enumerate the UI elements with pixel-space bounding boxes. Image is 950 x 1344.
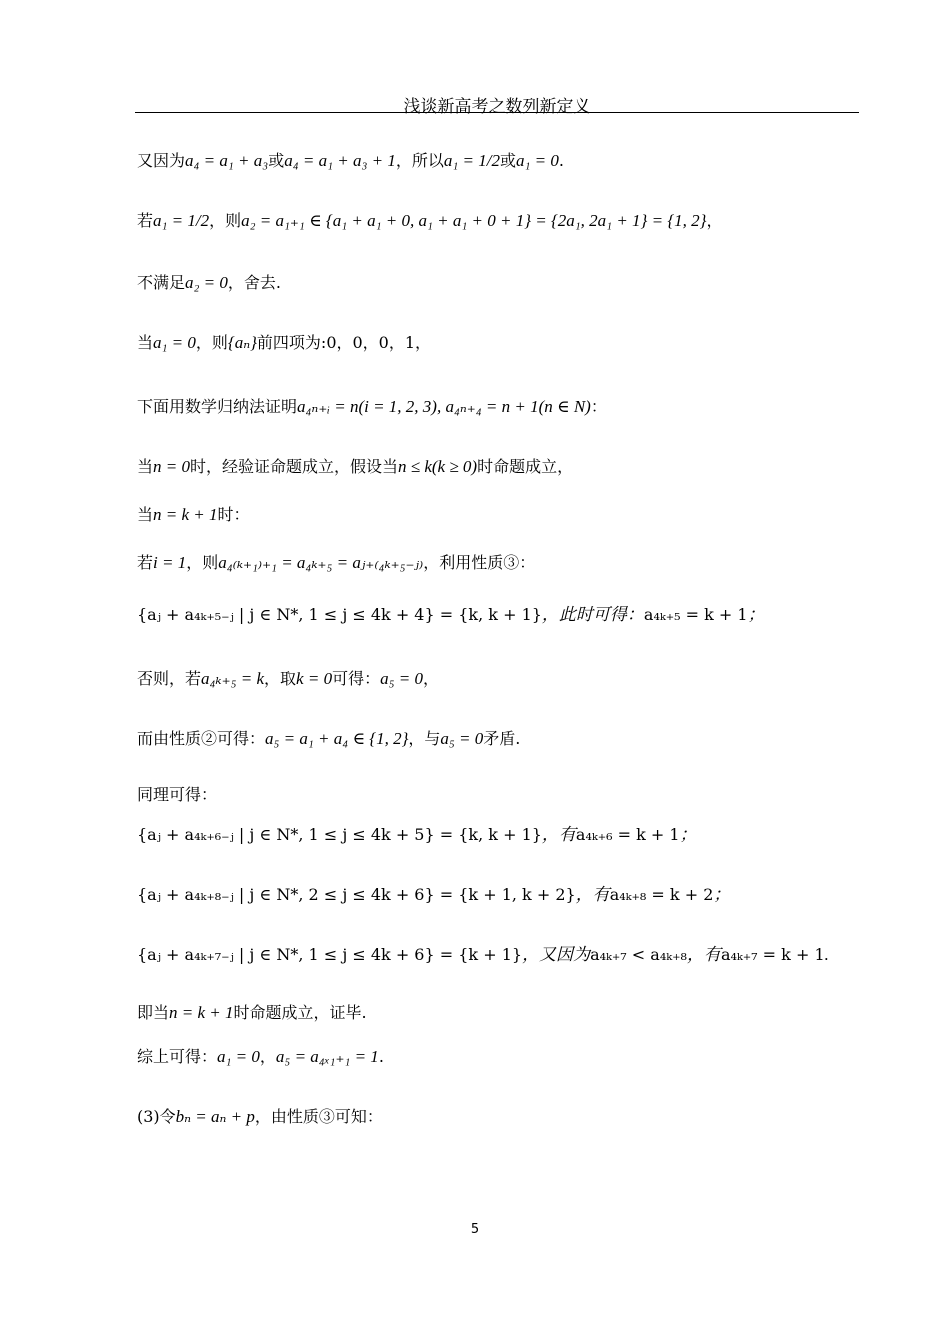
text-segment: 同理可得： — [137, 785, 218, 804]
text-segment: 又因为 — [137, 151, 186, 170]
text-segment: 即当 — [137, 1003, 170, 1022]
math-expression: a₅ = a₁ + a₄ ∈ {1, 2} — [265, 729, 409, 748]
page-header — [135, 90, 859, 117]
text-segment: 时，经验证命题成立，假设当 — [190, 457, 399, 476]
text-segment: 当 — [137, 505, 154, 524]
text-segment: a₄ₖ₊₈ = k + 2 — [609, 885, 714, 904]
text-segment: 下面用数学归纳法证明 — [137, 397, 298, 416]
math-expression: bₙ = aₙ + p — [175, 1107, 255, 1126]
math-expression: a₄ₙ₊ᵢ = n(i = 1, 2, 3), a₄ₙ₊₄ = n + 1(n ∈ N) — [297, 397, 591, 416]
math-expression: a₁ = 0 — [153, 333, 196, 352]
page-number: 5 — [470, 1222, 480, 1237]
math-expression: a₅ = 0 — [440, 729, 484, 748]
text-segment: 综上可得： — [137, 1047, 218, 1066]
math-expression: a₅ = a₄ₓ₁₊₁ = 1 — [275, 1047, 379, 1066]
text-segment: 而由性质②可得： — [137, 729, 266, 748]
text-segment: a₄ₖ₊₆ = k + 1 — [575, 825, 680, 844]
math-expression: a₄₍ₖ₊₁₎₊₁ = a₄ₖ₊₅ = aⱼ₊₍₄ₖ₊₅₋ⱼ₎ — [218, 553, 424, 572]
text-segment: 时命题成立，证毕. — [233, 1003, 367, 1022]
math-expression: k = 0 — [296, 669, 333, 688]
text-segment: 时命题成立， — [477, 457, 574, 476]
text-line — [137, 1106, 383, 1128]
text-segment: ，利用性质③： — [423, 553, 536, 572]
text-segment: 否则，若 — [137, 669, 202, 688]
text-line — [137, 1046, 384, 1068]
text-segment: a₄ₖ₊₇ < a₄ₖ₊₈ — [590, 945, 687, 964]
text-line — [137, 824, 697, 846]
text-segment: ，取 — [264, 669, 297, 688]
text-segment: 或 — [268, 151, 285, 170]
text-line — [137, 332, 431, 354]
text-line — [137, 396, 607, 418]
text-segment: 若 — [137, 553, 154, 572]
text-line — [137, 456, 573, 478]
math-expression: ； — [713, 885, 731, 904]
text-line — [137, 210, 722, 232]
text-segment: ，则 — [209, 211, 242, 230]
math-expression: ，又因为 — [522, 945, 591, 964]
text-line — [137, 884, 730, 906]
text-segment: ，由性质③可知： — [254, 1107, 383, 1126]
math-expression: a₄ = a₁ + a₃ + 1 — [284, 151, 396, 170]
text-segment: ，所以 — [395, 151, 444, 170]
text-segment: ，舍去. — [227, 273, 281, 292]
text-segment: a₄ₖ₊₇ = k + 1 — [720, 945, 825, 964]
text-segment: {aⱼ + a₄ₖ₊₆₋ⱼ | j ∈ N*, 1 ≤ j ≤ 4k + 5} = {k, k + 1} — [137, 825, 542, 844]
text-segment: ，则 — [186, 553, 219, 572]
text-segment: ， — [706, 211, 723, 230]
text-line — [137, 272, 281, 294]
text-line — [137, 728, 520, 750]
math-expression: a₂ = 0 — [185, 273, 228, 292]
text-segment: 若 — [137, 211, 154, 230]
math-expression: a₅ = 0 — [380, 669, 423, 688]
text-line — [137, 604, 765, 626]
text-line — [137, 784, 217, 806]
math-expression: {aₙ} — [227, 333, 257, 352]
text-segment: ， — [259, 1047, 276, 1066]
math-expression: a₁ = 1/2 — [443, 151, 500, 170]
text-segment: . — [558, 151, 564, 170]
text-segment: 当 — [137, 457, 154, 476]
text-segment: ， — [422, 669, 439, 688]
text-segment: ，与 — [408, 729, 441, 748]
math-expression: n = 0 — [153, 457, 190, 476]
text-segment: 可得： — [332, 669, 381, 688]
math-expression: a₂ = a₁₊₁ ∈ {a₁ + a₁ + 0, a₁ + a₁ + 0 + 1} = {2a₁, 2a₁ + 1} = {1, 2} — [241, 211, 707, 230]
text-line — [137, 944, 829, 966]
text-segment: ，则 — [195, 333, 228, 352]
text-line — [137, 1002, 367, 1024]
math-expression: n = k + 1 — [153, 505, 218, 524]
text-segment: {aⱼ + a₄ₖ₊₇₋ⱼ | j ∈ N*, 1 ≤ j ≤ 4k + 6} = {k + 1} — [137, 945, 523, 964]
math-expression: ，此时可得： — [541, 605, 644, 624]
text-line — [137, 668, 439, 690]
math-expression: a₁ = 0 — [217, 1047, 260, 1066]
math-expression: ，有 — [541, 825, 576, 844]
math-expression: i = 1 — [153, 553, 187, 572]
text-line — [137, 552, 535, 574]
text-segment: {aⱼ + a₄ₖ₊₈₋ⱼ | j ∈ N*, 2 ≤ j ≤ 4k + 6} = {k + 1, k + 2} — [137, 885, 576, 904]
math-expression: a₄ₖ₊₅ = k — [201, 669, 265, 688]
text-segment: 矛盾. — [483, 729, 521, 748]
text-segment: 前四项为:0，0，0，1， — [256, 333, 432, 352]
text-segment: 当 — [137, 333, 154, 352]
text-segment: (3)令 — [137, 1107, 176, 1126]
math-expression: ，有 — [575, 885, 610, 904]
text-segment: a₄ₖ₊₅ = k + 1 — [643, 605, 748, 624]
text-segment: 时： — [217, 505, 250, 524]
math-expression: . — [824, 945, 829, 964]
math-expression: a₁ = 1/2 — [153, 211, 210, 230]
text-segment: ： — [590, 397, 607, 416]
text-segment: 或 — [500, 151, 517, 170]
text-line — [137, 504, 250, 526]
math-expression: a₁ = 0 — [516, 151, 559, 170]
header-title: 浅谈新高考之数列新定义 — [403, 97, 591, 117]
math-expression: n ≤ k(k ≥ 0) — [398, 457, 478, 476]
text-segment: 不满足 — [137, 273, 186, 292]
math-expression: a₄ = a₁ + a₃ — [185, 151, 269, 170]
text-line — [137, 150, 564, 172]
text-segment: . — [378, 1047, 384, 1066]
math-expression: ； — [679, 825, 697, 844]
math-expression: n = k + 1 — [169, 1003, 234, 1022]
math-expression: ； — [747, 605, 765, 624]
text-segment: {aⱼ + a₄ₖ₊₅₋ⱼ | j ∈ N*, 1 ≤ j ≤ 4k + 4} = {k, k + 1} — [137, 605, 542, 624]
math-expression: ，有 — [686, 945, 721, 964]
